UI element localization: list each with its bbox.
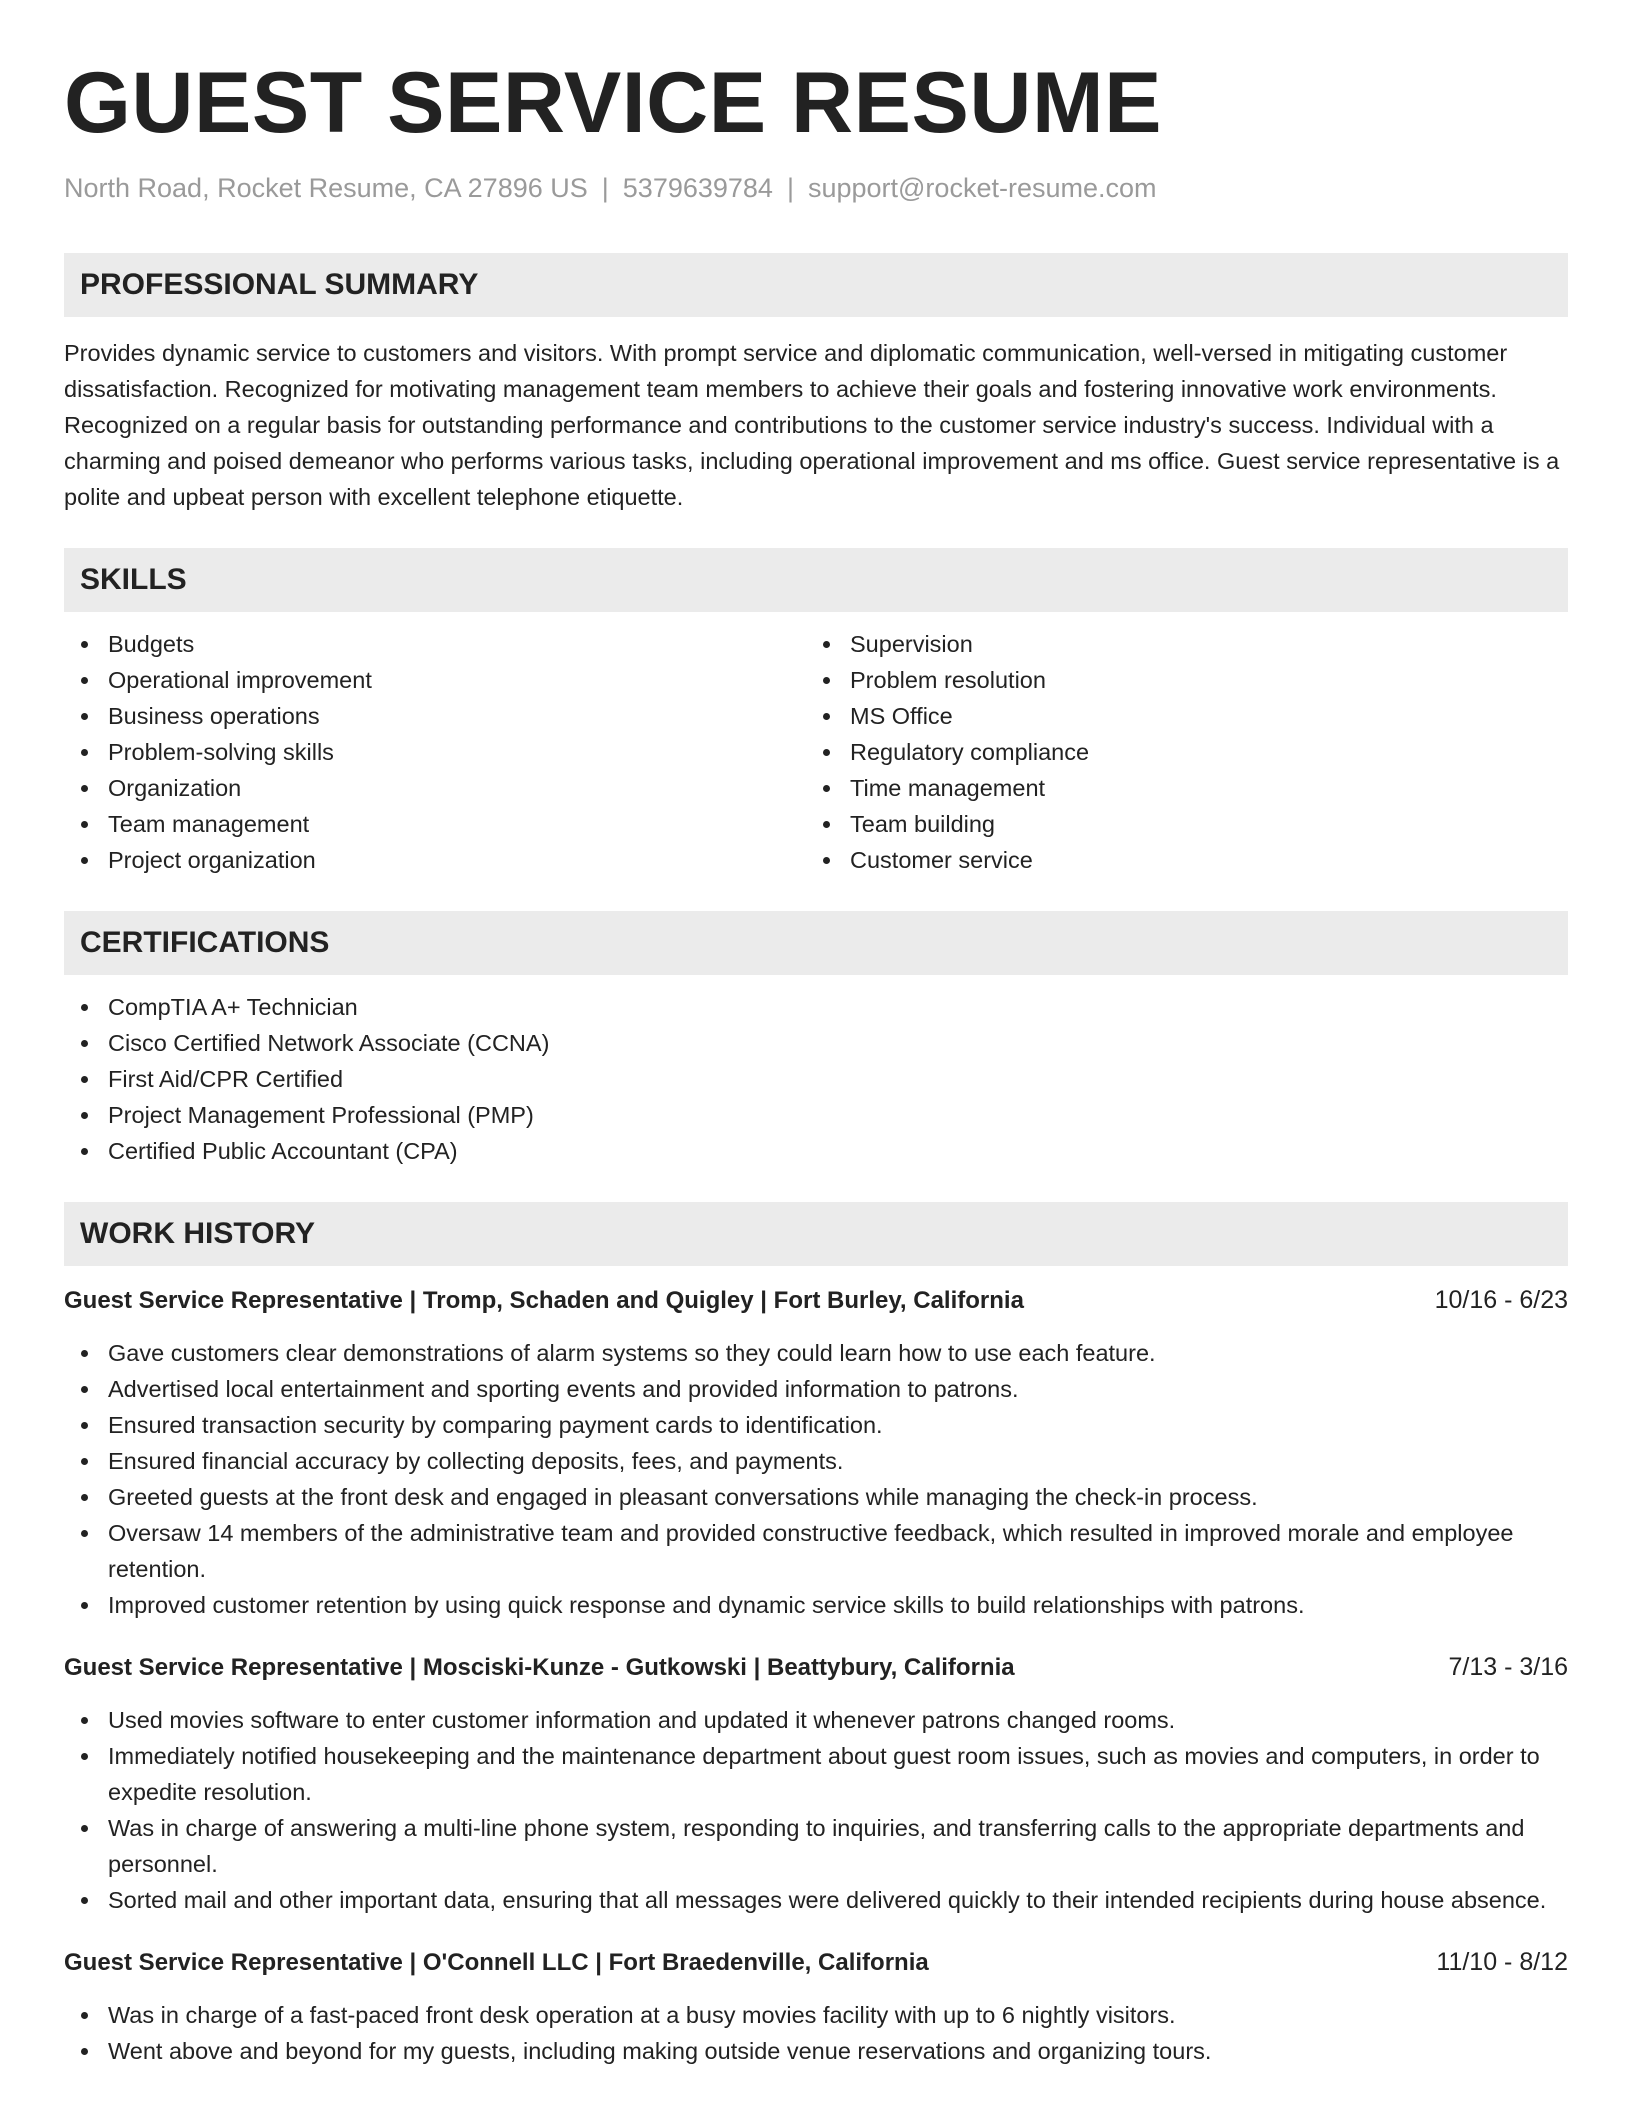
skills-columns bbox=[64, 626, 1568, 878]
job-bullet: Was in charge of a fast-paced front desk operation at a busy movies facility with up to 6 nightly visitors. bbox=[64, 1997, 1568, 2033]
skills-list-left bbox=[64, 626, 806, 878]
job-entry bbox=[64, 1944, 1568, 2069]
job-dates: 7/13 - 3/16 bbox=[1448, 1653, 1568, 1681]
skill-item: Budgets bbox=[64, 626, 806, 662]
job-bullets bbox=[64, 1702, 1568, 1918]
job-bullet: Ensured transaction security by comparing payment cards to identification. bbox=[64, 1407, 1568, 1443]
section-header-summary: PROFESSIONAL SUMMARY bbox=[64, 253, 1568, 317]
job-bullet: Was in charge of answering a multi-line phone system, responding to inquiries, and transferring calls to the appropriate departments and personnel. bbox=[64, 1810, 1568, 1882]
certification-item: First Aid/CPR Certified bbox=[64, 1061, 1568, 1097]
skill-item: Team management bbox=[64, 806, 806, 842]
skill-item: Problem resolution bbox=[806, 662, 1548, 698]
job-title: Guest Service Representative | Mosciski-Kunze - Gutkowski | Beattybury, California bbox=[64, 1654, 1015, 1681]
certification-item: Project Management Professional (PMP) bbox=[64, 1097, 1568, 1133]
skill-item: Problem-solving skills bbox=[64, 734, 806, 770]
contact-email: support@rocket-resume.com bbox=[807, 173, 1157, 203]
job-bullet: Ensured financial accuracy by collecting deposits, fees, and payments. bbox=[64, 1443, 1568, 1479]
job-bullet: Used movies software to enter customer information and updated it whenever patrons changed rooms. bbox=[64, 1702, 1568, 1738]
contact-phone: 5379639784 bbox=[622, 173, 773, 203]
job-entry bbox=[64, 1282, 1568, 1623]
certifications-list bbox=[64, 989, 1568, 1169]
skill-item: Time management bbox=[806, 770, 1548, 806]
contact-line bbox=[64, 170, 1568, 206]
resume-content bbox=[64, 52, 1568, 2069]
section-header-certifications: CERTIFICATIONS bbox=[64, 911, 1568, 975]
job-bullet: Immediately notified housekeeping and the maintenance department about guest room issues, such as movies and computers, in order to expedite resolution. bbox=[64, 1738, 1568, 1810]
skill-item: Business operations bbox=[64, 698, 806, 734]
certification-item: CompTIA A+ Technician bbox=[64, 989, 1568, 1025]
skill-item: Customer service bbox=[806, 842, 1548, 878]
job-title: Guest Service Representative | O'Connell LLC | Fort Braedenville, California bbox=[64, 1949, 929, 1976]
contact-address: North Road, Rocket Resume, CA 27896 US bbox=[64, 173, 588, 203]
contact-separator: | bbox=[786, 173, 794, 203]
job-title: Guest Service Representative | Tromp, Schaden and Quigley | Fort Burley, California bbox=[64, 1287, 1024, 1314]
job-bullet: Sorted mail and other important data, ensuring that all messages were delivered quickly to their intended recipients during house absence. bbox=[64, 1882, 1568, 1918]
skill-item: Team building bbox=[806, 806, 1548, 842]
job-bullet: Improved customer retention by using quick response and dynamic service skills to build relationships with patrons. bbox=[64, 1587, 1568, 1623]
contact-separator: | bbox=[601, 173, 609, 203]
job-bullets bbox=[64, 1335, 1568, 1623]
job-bullet: Greeted guests at the front desk and engaged in pleasant conversations while managing the check-in process. bbox=[64, 1479, 1568, 1515]
job-entry bbox=[64, 1649, 1568, 1918]
job-bullet: Went above and beyond for my guests, including making outside venue reservations and organizing tours. bbox=[64, 2033, 1568, 2069]
skill-item: Supervision bbox=[806, 626, 1548, 662]
resume-title: GUEST SERVICE RESUME bbox=[64, 55, 1162, 151]
job-dates: 11/10 - 8/12 bbox=[1436, 1948, 1568, 1976]
certification-item: Certified Public Accountant (CPA) bbox=[64, 1133, 1568, 1169]
job-bullets bbox=[64, 1997, 1568, 2069]
job-bullet: Oversaw 14 members of the administrative team and provided constructive feedback, which resulted in improved morale and employee retention. bbox=[64, 1515, 1568, 1587]
job-dates: 10/16 - 6/23 bbox=[1434, 1286, 1568, 1314]
section-header-work-history: WORK HISTORY bbox=[64, 1202, 1568, 1266]
skill-item: Organization bbox=[64, 770, 806, 806]
job-header bbox=[64, 1944, 1568, 1981]
job-bullet: Advertised local entertainment and sporting events and provided information to patrons. bbox=[64, 1371, 1568, 1407]
skill-item: MS Office bbox=[806, 698, 1548, 734]
certification-item: Cisco Certified Network Associate (CCNA) bbox=[64, 1025, 1568, 1061]
job-bullet: Gave customers clear demonstrations of alarm systems so they could learn how to use each feature. bbox=[64, 1335, 1568, 1371]
summary-text: Provides dynamic service to customers and visitors. With prompt service and diplomatic communication, well-versed in mitigating customer dissatisfaction. Recognized for motivating management team members to achieve their goals and fostering innovative work environments. Recognized on a regular basis for outstanding performance and contributions to the customer service industry's success. Individual with a charming and poised demeanor who performs various tasks, including operational improvement and ms office. Guest service representative is a polite and upbeat person with excellent telephone etiquette. bbox=[64, 340, 1560, 510]
skill-item: Regulatory compliance bbox=[806, 734, 1548, 770]
section-header-skills: SKILLS bbox=[64, 548, 1568, 612]
job-header bbox=[64, 1649, 1568, 1686]
skill-item: Operational improvement bbox=[64, 662, 806, 698]
skill-item: Project organization bbox=[64, 842, 806, 878]
job-header bbox=[64, 1282, 1568, 1319]
skills-list-right bbox=[806, 626, 1548, 878]
